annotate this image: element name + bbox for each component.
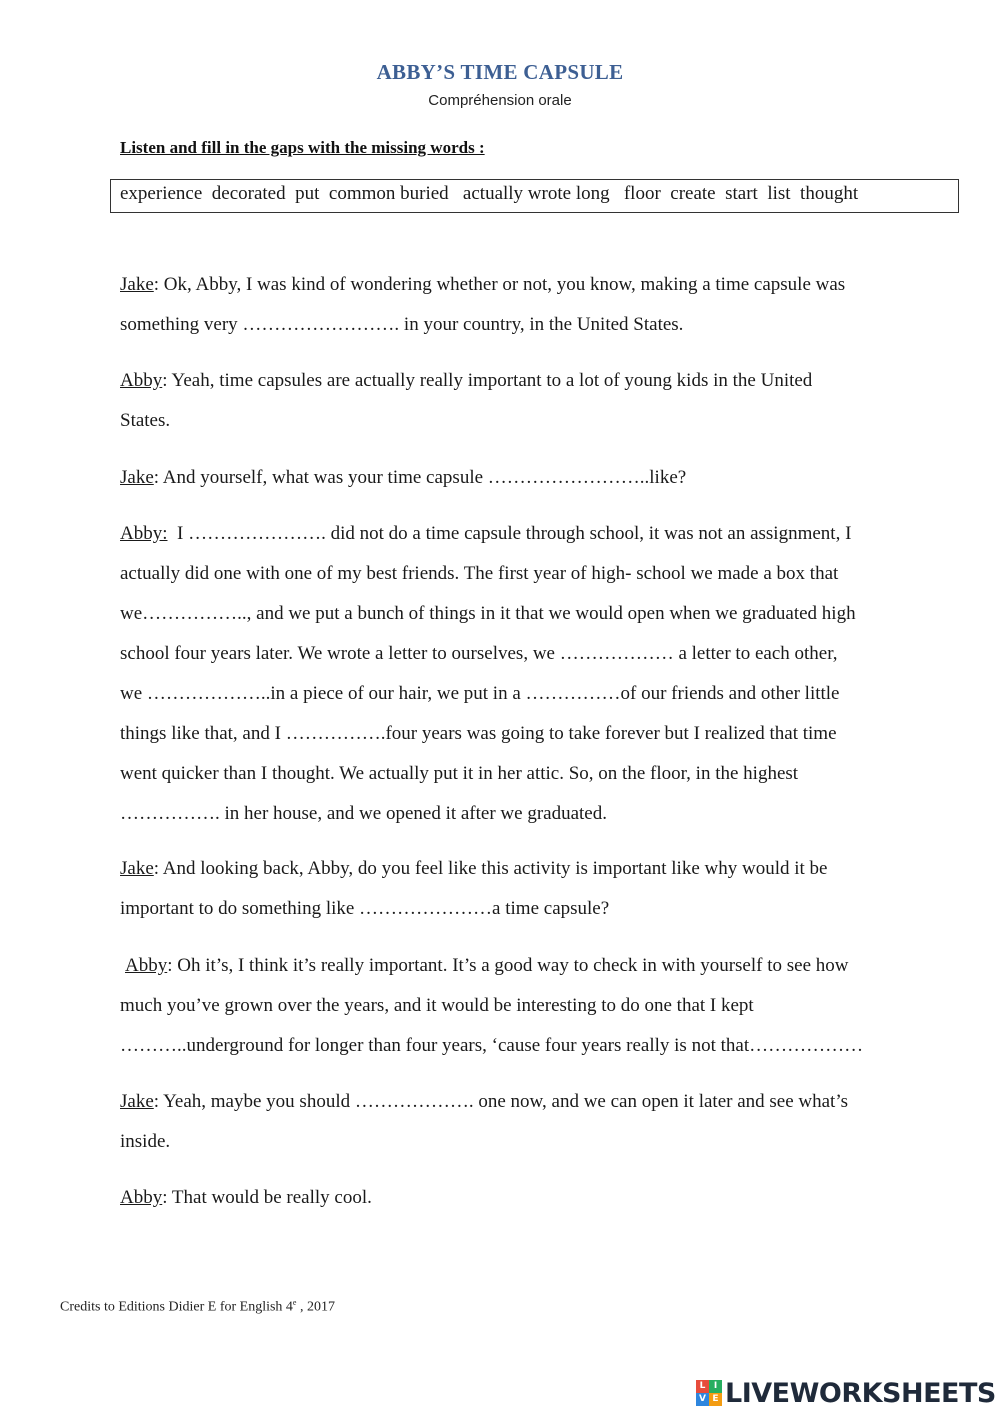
dialogue-line: ……………. in her house, and we opened it after we graduated. [120,803,607,824]
dialogue-line: : Ok, Abby, I was kind of wondering whether or not, you know, making a time capsule was [153,274,846,295]
logo-letter: I [709,1380,722,1393]
liveworksheets-brand [696,1378,996,1408]
speaker-name: Jake [120,1091,154,1112]
dialogue-line: : Yeah, time capsules are actually really important to a lot of young kids in the United [162,370,813,391]
dialogue-line: actually did one with one of my best friends. The first year of high- school we made a box that [120,563,839,584]
dialogue-line: something very ……………………. in your country, in the United States. [120,314,684,335]
dialogue-line: I …………………. did not do a time capsule through school, it was not an assignment, I [167,523,852,544]
dialogue-line: : And yourself, what was your time capsule ……………………..like? [153,467,687,488]
dialogue-paragraph [120,849,950,929]
dialogue-line: we ………………..in a piece of our hair, we put in a ……………of our friends and other little [120,683,840,704]
dialogue-line: : Yeah, maybe you should ………………. one now, and we can open it later and see what’s [153,1091,849,1112]
dialogue-line: we…………….., and we put a bunch of things in it that we would open when we graduated high [120,603,856,624]
credits-year: , 2017 [296,1299,335,1315]
speaker-name: Jake [120,858,154,879]
speaker-name: Abby: [120,523,168,544]
credits [60,1298,335,1316]
speaker-name: Abby [125,955,168,976]
page-title: ABBY’S TIME CAPSULE [376,60,624,84]
liveworksheets-logo-icon [696,1380,722,1406]
dialogue-line: inside. [120,1131,171,1152]
speaker-name: Abby [120,1187,163,1208]
brand-text: LIVEWORKSHEETS [725,1377,996,1409]
dialogue-line: ………..underground for longer than four years, ‘cause four years really is not that……………… [120,1035,864,1056]
speaker-name: Abby [120,370,163,391]
dialogue-line: important to do something like …………………a time capsule? [120,898,610,919]
dialogue-line: things like that, and I …………….four years was going to take forever but I realized that time [120,723,837,744]
dialogue-paragraph [120,1082,950,1162]
credits-superscript: e [292,1298,297,1307]
page-subtitle: Compréhension orale [428,92,572,109]
dialogue-paragraph [120,946,955,1066]
speaker-name: Jake [120,274,154,295]
logo-letter: V [696,1393,709,1406]
dialogue-line: States. [120,410,171,431]
dialogue-line: : And looking back, Abby, do you feel like this activity is important like why would it be [153,858,828,879]
dialogue-paragraph [120,361,950,441]
dialogue-line: much you’ve grown over the years, and it would be interesting to do one that I kept [120,995,754,1016]
dialogue-line: : Oh it’s, I think it’s really important. It’s a good way to check in with yourself to see how [167,955,849,976]
dialogue-line: school four years later. We wrote a letter to ourselves, we ……………… a letter to each other, [120,643,838,664]
dialogue-paragraph [120,458,950,498]
logo-letter: L [696,1380,709,1393]
speaker-name: Jake [120,467,154,488]
dialogue-paragraph [120,265,950,345]
instruction-text: Listen and fill in the gaps with the missing words : [120,138,485,157]
credits-text: Credits to Editions Didier E for English 4 [60,1299,293,1315]
dialogue-paragraph [120,1178,950,1218]
word-bank-box: experience decorated put common buried actually wrote long floor create start list thought [110,179,959,213]
dialogue-line: went quicker than I thought. We actually put it in her attic. So, on the floor, in the highest [120,763,799,784]
dialogue-line: : That would be really cool. [162,1187,372,1208]
logo-letter: E [709,1393,722,1406]
dialogue-paragraph [120,514,950,834]
